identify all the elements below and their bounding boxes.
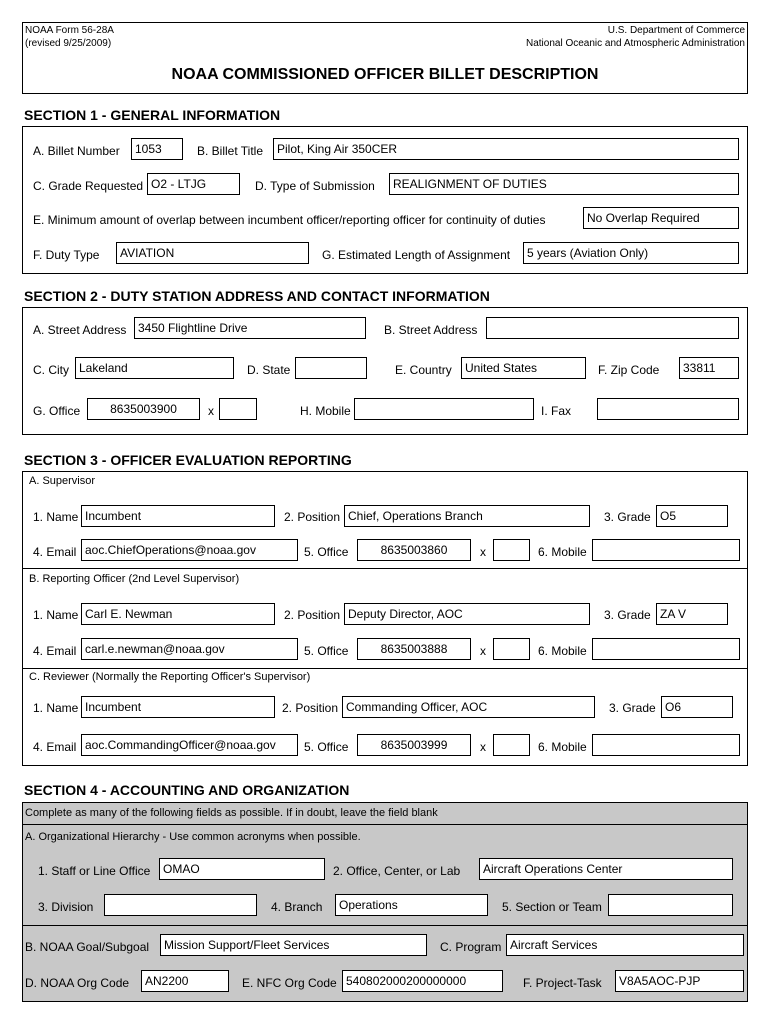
country-field[interactable]: United States xyxy=(461,357,586,379)
reviewer-mobile-label: 6. Mobile xyxy=(538,740,587,754)
reviewer-ext-field[interactable] xyxy=(493,734,530,756)
form-revised: (revised 9/25/2009) xyxy=(25,38,112,49)
office-phone-field[interactable]: 8635003900 xyxy=(87,398,200,420)
section-4-divider-hier xyxy=(22,925,748,926)
zip-label: F. Zip Code xyxy=(598,363,660,377)
reporting-ext-field[interactable] xyxy=(493,638,530,660)
section-2-heading: SECTION 2 - DUTY STATION ADDRESS AND CONTACT INFORMATION xyxy=(24,288,490,304)
reporting-position-field[interactable]: Deputy Director, AOC xyxy=(344,603,590,625)
section-1-heading: SECTION 1 - GENERAL INFORMATION xyxy=(24,107,281,123)
overlap-label: E. Minimum amount of overlap between incumbent officer/reporting officer for continuity of duties xyxy=(33,213,546,227)
reporting-office-label: 5. Office xyxy=(304,644,349,658)
street-a-label: A. Street Address xyxy=(33,323,127,337)
noaa-goal-field[interactable]: Mission Support/Fleet Services xyxy=(160,934,427,956)
branch-field[interactable]: Operations xyxy=(335,894,488,916)
supervisor-mobile-field[interactable] xyxy=(592,539,740,561)
fax-label: I. Fax xyxy=(541,404,572,418)
supervisor-ext-x: x xyxy=(480,545,486,559)
hierarchy-label: A. Organizational Hierarchy - Use common acronyms when possible. xyxy=(25,831,361,843)
reporting-email-label: 4. Email xyxy=(33,644,77,658)
reporting-name-label: 1. Name xyxy=(33,608,79,622)
reviewer-title: C. Reviewer (Normally the Reporting Officer's Supervisor) xyxy=(29,671,311,683)
supervisor-name-field[interactable]: Incumbent xyxy=(81,505,275,527)
office-ext-field[interactable] xyxy=(219,398,257,420)
supervisor-email-label: 4. Email xyxy=(33,545,77,559)
duty-type-label: F. Duty Type xyxy=(33,248,100,262)
branch-label: 4. Branch xyxy=(271,900,323,914)
supervisor-mobile-label: 6. Mobile xyxy=(538,545,587,559)
reviewer-grade-field[interactable]: O6 xyxy=(661,696,733,718)
supervisor-name-label: 1. Name xyxy=(33,510,79,524)
billet-number-field[interactable]: 1053 xyxy=(131,138,183,160)
state-label: D. State xyxy=(247,363,291,377)
office-label: G. Office xyxy=(33,404,81,418)
supervisor-title: A. Supervisor xyxy=(29,475,96,487)
mobile-label: H. Mobile xyxy=(300,404,351,418)
supervisor-email-field[interactable]: aoc.ChiefOperations@noaa.gov xyxy=(81,539,298,561)
reviewer-office-field[interactable]: 8635003999 xyxy=(357,734,471,756)
grade-requested-label: C. Grade Requested xyxy=(33,179,144,193)
overlap-field[interactable]: No Overlap Required xyxy=(583,207,739,229)
reporting-mobile-label: 6. Mobile xyxy=(538,644,587,658)
section-3-divider-c xyxy=(22,668,748,669)
reviewer-email-label: 4. Email xyxy=(33,740,77,754)
supervisor-ext-field[interactable] xyxy=(493,539,530,561)
form-number: NOAA Form 56-28A xyxy=(25,25,114,36)
nfc-org-code-field[interactable]: 540802000200000000 xyxy=(342,970,503,992)
reporting-grade-field[interactable]: ZA V xyxy=(656,603,728,625)
supervisor-office-field[interactable]: 8635003860 xyxy=(357,539,471,561)
page-title: NOAA COMMISSIONED OFFICER BILLET DESCRIPTION xyxy=(171,66,599,83)
program-field[interactable]: Aircraft Services xyxy=(506,934,744,956)
reviewer-grade-label: 3. Grade xyxy=(609,701,656,715)
reporting-office-field[interactable]: 8635003888 xyxy=(357,638,471,660)
mobile-field[interactable] xyxy=(354,398,534,420)
program-label: C. Program xyxy=(440,940,502,954)
supervisor-position-label: 2. Position xyxy=(284,510,341,524)
section-3-heading: SECTION 3 - OFFICER EVALUATION REPORTING xyxy=(24,452,352,468)
assignment-length-label: G. Estimated Length of Assignment xyxy=(322,248,511,262)
billet-title-field[interactable]: Pilot, King Air 350CER xyxy=(273,138,739,160)
division-field[interactable] xyxy=(104,894,257,916)
reviewer-office-label: 5. Office xyxy=(304,740,349,754)
country-label: E. Country xyxy=(395,363,452,377)
department: U.S. Department of Commerce xyxy=(607,25,745,36)
submission-type-label: D. Type of Submission xyxy=(255,179,375,193)
section-4-note: Complete as many of the following fields as possible. If in doubt, leave the field blank xyxy=(25,807,438,819)
reporting-grade-label: 3. Grade xyxy=(604,608,651,622)
section-team-label: 5. Section or Team xyxy=(502,900,602,914)
street-b-label: B. Street Address xyxy=(384,323,478,337)
reporting-ext-x: x xyxy=(480,644,486,658)
reporting-officer-title: B. Reporting Officer (2nd Level Supervisor) xyxy=(29,573,240,585)
reporting-email-field[interactable]: carl.e.newman@noaa.gov xyxy=(81,638,298,660)
office-center-label: 2. Office, Center, or Lab xyxy=(333,864,461,878)
division-label: 3. Division xyxy=(38,900,94,914)
grade-requested-field[interactable]: O2 - LTJG xyxy=(147,173,240,195)
supervisor-grade-label: 3. Grade xyxy=(604,510,651,524)
reviewer-mobile-field[interactable] xyxy=(592,734,740,756)
office-ext-x: x xyxy=(208,404,214,418)
project-task-label: F. Project-Task xyxy=(523,976,602,990)
billet-number-label: A. Billet Number xyxy=(33,144,120,158)
reviewer-position-label: 2. Position xyxy=(282,701,339,715)
reviewer-ext-x: x xyxy=(480,740,486,754)
fax-field[interactable] xyxy=(597,398,739,420)
noaa-org-code-field[interactable]: AN2200 xyxy=(141,970,229,992)
billet-title-label: B. Billet Title xyxy=(197,144,264,158)
reviewer-name-label: 1. Name xyxy=(33,701,79,715)
supervisor-position-field[interactable]: Chief, Operations Branch xyxy=(344,505,590,527)
noaa-org-code-label: D. NOAA Org Code xyxy=(25,976,130,990)
reporting-name-field[interactable]: Carl E. Newman xyxy=(81,603,275,625)
staff-office-field[interactable]: OMAO xyxy=(159,858,325,880)
reviewer-position-field[interactable]: Commanding Officer, AOC xyxy=(342,696,595,718)
reviewer-name-field[interactable]: Incumbent xyxy=(81,696,275,718)
administration: National Oceanic and Atmospheric Administration xyxy=(525,38,745,49)
section-team-field[interactable] xyxy=(608,894,733,916)
reporting-position-label: 2. Position xyxy=(284,608,341,622)
section-3-divider-b xyxy=(22,568,748,569)
street-b-field[interactable] xyxy=(486,317,739,339)
office-center-field[interactable]: Aircraft Operations Center xyxy=(479,858,733,880)
street-a-field[interactable]: 3450 Flightline Drive xyxy=(134,317,366,339)
noaa-goal-label: B. NOAA Goal/Subgoal xyxy=(25,940,150,954)
assignment-length-field[interactable]: 5 years (Aviation Only) xyxy=(523,242,739,264)
state-field[interactable] xyxy=(295,357,367,379)
project-task-field[interactable]: V8A5AOC-PJP xyxy=(615,970,744,992)
submission-type-field[interactable]: REALIGNMENT OF DUTIES xyxy=(389,173,739,195)
nfc-org-code-label: E. NFC Org Code xyxy=(242,976,337,990)
section-4-divider-note xyxy=(22,824,748,825)
reporting-mobile-field[interactable] xyxy=(592,638,740,660)
zip-field[interactable]: 33811 xyxy=(679,357,739,379)
section-4-heading: SECTION 4 - ACCOUNTING AND ORGANIZATION xyxy=(24,782,350,798)
city-label: C. City xyxy=(33,363,69,377)
staff-office-label: 1. Staff or Line Office xyxy=(38,864,151,878)
city-field[interactable]: Lakeland xyxy=(75,357,234,379)
supervisor-grade-field[interactable]: O5 xyxy=(656,505,728,527)
duty-type-field[interactable]: AVIATION xyxy=(116,242,309,264)
supervisor-office-label: 5. Office xyxy=(304,545,349,559)
reviewer-email-field[interactable]: aoc.CommandingOfficer@noaa.gov xyxy=(81,734,298,756)
